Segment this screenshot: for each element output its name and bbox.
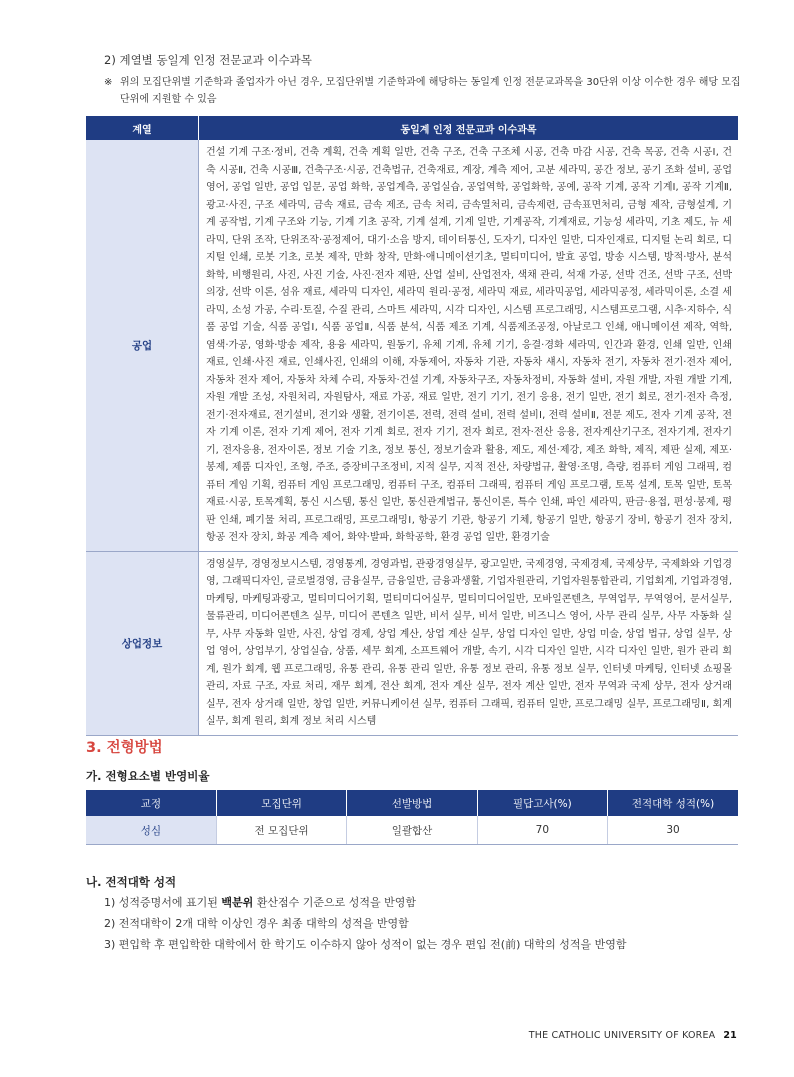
header-unit: 모집단위 xyxy=(216,790,346,816)
header-field: 계열 xyxy=(86,116,199,140)
table-row xyxy=(86,816,738,845)
table-row xyxy=(86,140,738,551)
field-cell: 공업 xyxy=(86,140,199,551)
item-text: 2) 전적대학이 2개 대학 이상인 경우 최종 대학의 성적을 반영함 xyxy=(104,917,409,930)
page-footer xyxy=(529,1030,737,1041)
item-emphasis: 백분위 xyxy=(221,896,254,909)
list-item xyxy=(104,934,626,955)
section-title: 3. 전형방법 xyxy=(86,740,163,756)
header-method: 선발방법 xyxy=(347,790,477,816)
header-prior-grades: 전적대학 성적(%) xyxy=(608,790,738,816)
subsection-title-ratio: 가. 전형요소별 반영비율 xyxy=(86,769,210,783)
cell-unit: 전 모집단위 xyxy=(216,816,346,845)
note-mark: ※ xyxy=(104,77,113,88)
major-table-header-row xyxy=(86,116,738,140)
field-cell: 상업정보 xyxy=(86,551,199,735)
header-written-exam: 필답고사(%) xyxy=(477,790,607,816)
ratio-table-header-row xyxy=(86,790,738,816)
subsection-title-grades: 나. 전적대학 성적 xyxy=(86,875,177,889)
item-text: 1) 성적증명서에 표기된 xyxy=(104,896,222,909)
header-campus: 교정 xyxy=(86,790,216,816)
grade-rules-list xyxy=(104,892,626,955)
major-course-table xyxy=(86,116,738,736)
table-row xyxy=(86,551,738,735)
note-text: 위의 모집단위별 기준학과 졸업자가 아닌 경우, 모집단위별 기준학과에 해당하는 동일계 인정 전문교과목을 30단위 이상 이수한 경우 해당 모집단위에 지원할 수 있음 xyxy=(120,77,741,105)
list-item xyxy=(104,913,626,934)
item-text: 환산점수 기준으로 성적을 반영함 xyxy=(253,896,417,909)
cell-written-exam: 70 xyxy=(477,816,607,845)
item-text: 3) 편입학 후 편입학한 대학에서 한 학기도 이수하지 않아 성적이 없는 경우 편입 전(前) 대학의 성적을 반영함 xyxy=(104,938,627,951)
courses-cell: 건설 기계 구조·정비, 건축 계획, 건축 계획 일반, 건축 구조, 건축 구조체 시공, 건축 마감 시공, 건축 목공, 건축 시공Ⅰ, 건축 시공Ⅱ, 건축 시공Ⅲ, 건축구조·시공, 건축법규, 건축재료, 계장, 계측 제어, 고분 세라믹, 공간 정보, 공기 조화 설비, 공업 영어, 공업 일반, 공업 입문, 공업 화학, 공업계측, 공업실습, 공업역학, 공업화학, 공예, 공작 기계, 공작 기계Ⅰ, 공작 기계Ⅱ, 광고·사진, 구조 세라믹, 금속 재료, 금속 제조, 금속 처리, 금속열처리, 금속제련, 금속표면처리, 금형 제작, 금형설계, 기계 공작법, 기계 구조와 기능, 기계 기초 공작, 기계 설계, 기계 일반, 기계공작, 기계재료, 기능성 세라믹, 기초 제도, 뉴 세라믹, 단위 조작, 단위조작·공정제어, 대기·소음 방지, 데이터통신, 도자기, 디자인 일반, 디자인재료, 디지털 논리 회로, 디지털 인쇄, 로봇 기초, 로봇 제작, 만화 창작, 만화·애니메이션기초, 멀티미디어, 발효 공업, 방송 시스템, 방적·방사, 분석 화학, 비행원리, 사진, 사진 기술, 사진·전자 제판, 산업 설비, 산업전자, 색채 관리, 석재 가공, 선박 건조, 선박 구조, 선박 의장, 선박 이론, 섬유 재료, 세라믹 디자인, 세라믹 원리·공정, 세라믹 재료, 세라믹공업, 세라믹공정, 세라믹이론, 소결 세라믹, 소성 가공, 수리·토질, 수질 관리, 스마트 세라믹, 시각 디자인, 시스템 프로그래밍, 시스템프로그램, 시추·지하수, 식품 공업 기술, 식품 공업Ⅰ, 식품 공업Ⅱ, 식품 분석, 식품 제조 기계, 식품제조공정, 아날로그 인쇄, 애니메이션 제작, 역학, 염색·가공, 영화·방송 제작, 용융 세라믹, 원동기, 유체 기계, 유체 기기, 응결·경화 세라믹, 인간과 환경, 인쇄 일반, 인쇄 재료, 인쇄·사진 재료, 인쇄사진, 인쇄의 이해, 자동제어, 자동차 기관, 자동차 섀시, 자동차 전기, 자동차 전기·전자 제어, 자동차 전자 제어, 자동차 차체 수리, 자동차·건설 기계, 자동차구조, 자동차정비, 자동화 설비, 자원 개발, 자원 개발 기계, 자원 개발 조성, 자원처리, 자원탐사, 재료 가공, 재료 일반, 전기 기기, 전기 응용, 전기 일반, 전기 회로, 전기·전자 측정, 전기·전자재료, 전기설비, 전기와 생활, 전기이론, 전력, 전력 설비, 전력 설비Ⅰ, 전력 설비Ⅱ, 전문 제도, 전자 기계 공작, 전자 기계 이론, 전자 기계 제어, 전자 기계 회로, 전자 기기, 전자 회로, 전자·전산 응용, 전자계산기구조, 전자기계, 전자기기, 전자응용, 전자이론, 정보 기술 기초, 정보 통신, 정보기술과 활용, 제도, 제선·제강, 제조 화학, 제직, 제판 실제, 제포·봉제, 제품 디자인, 조형, 주조, 증장비구조정비, 지적 실무, 지적 전산, 차량법규, 촬영·조명, 측량, 컴퓨터 게임 그래픽, 컴퓨터 게임 기획, 컴퓨터 게임 프로그래밍, 컴퓨터 구조, 컴퓨터 그래픽, 컴퓨터 게임 프로그램, 토목 설계, 토목 일반, 토목 재료·시공, 토목계획, 통신 시스템, 통신 일반, 통신관계법규, 통신이론, 특수 인쇄, 파인 세라믹, 판금·용접, 편성·봉제, 평판 인쇄, 폐기물 처리, 프로그래밍, 프로그래밍Ⅰ, 항공기 기관, 항공기 기체, 항공기 일반, 항공기 장비, 항공기 전자 장치, 항공 전자 장치, 화공 계측 제어, 화약·발파, 화학공학, 환경 공업 일반, 환경기술 xyxy=(199,140,739,551)
cell-method: 일괄합산 xyxy=(347,816,477,845)
cell-campus: 성심 xyxy=(86,816,216,845)
ratio-table xyxy=(86,790,738,845)
page-number: 21 xyxy=(723,1030,737,1041)
header-courses: 동일계 인정 전문교과 이수과목 xyxy=(199,116,739,140)
section-heading: 2) 계열별 동일계 인정 전문교과 이수과목 xyxy=(104,53,312,67)
footer-university: THE CATHOLIC UNIVERSITY OF KOREA xyxy=(528,1030,716,1041)
cell-prior-grades: 30 xyxy=(608,816,738,845)
note xyxy=(104,74,744,108)
list-item xyxy=(104,892,626,913)
courses-cell: 경영실무, 경영정보시스템, 경영통계, 경영과법, 관광경영실무, 광고일반, 국제경영, 국제경제, 국제상무, 국제화와 기업경영, 그래픽디자인, 글로벌경영, 금융실무, 금융일반, 금융과생활, 기업자원관리, 기업자원통합관리, 기업회계, 기업과경영, 마케팅, 마케팅과광고, 멀티미디어기획, 멀티미디어실무, 멀티미디어일반, 모바일콘텐츠, 무역업무, 무역영어, 문서실무, 물류관리, 미디어콘텐츠 실무, 미디어 콘텐츠 일반, 비서 실무, 비서 일반, 비즈니스 영어, 사무 관리 실무, 사무 자동화 실무, 사무 자동화 일반, 사진, 상업 경제, 상업 계산, 상업 계산 실무, 상업 디자인 일반, 상업 미술, 상업 법규, 상업 실무, 상업 영어, 상업부기, 상업실습, 상품, 세무 회계, 소프트웨어 개발, 속기, 시각 디자인 일반, 시각 디자인 일반, 원가 관리 회계, 원가 회계, 웹 프로그래밍, 유통 관리, 유통 관리 일반, 유통 정보 관리, 유통 정보 실무, 인터넷 마케팅, 인터넷 쇼핑몰 관리, 자료 구조, 자료 처리, 재무 회계, 전산 회계, 전자 계산 실무, 전자 계산 일반, 전자 무역과 국제 상무, 전자 상거래 실무, 전자 상거래 일반, 창업 일반, 커뮤니케이션 실무, 컴퓨터 그래픽, 컴퓨터 일반, 프로그래밍 실무, 프로그래밍Ⅱ, 회계 실무, 회계 원리, 회계 정보 처리 시스템 xyxy=(199,551,739,735)
